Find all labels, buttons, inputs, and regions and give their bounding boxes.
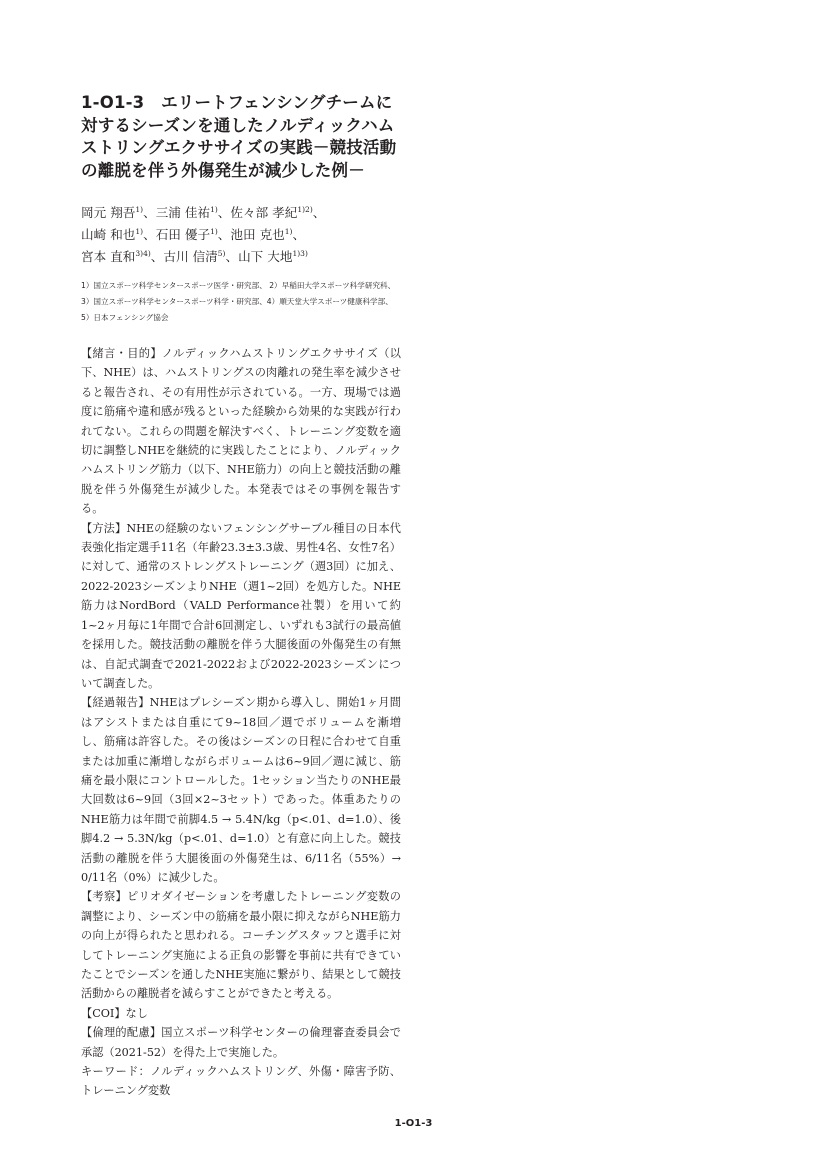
author-affiliation: 1) bbox=[210, 227, 218, 236]
author-affiliation: 1) bbox=[135, 227, 144, 236]
abstract-title: 1-O1-3 エリートフェンシングチームに対するシーズンを通したノルディックハムストリングエクササイズの実践－競技活動の離脱を伴う外傷発生が減少した例－ bbox=[81, 93, 397, 180]
author-affiliation: 1)3) bbox=[292, 249, 308, 258]
section-methods: 【方法】NHEの経験のないフェンシングサーブル種目の日本代表強化指定選手11名（年齢23.3±3.3歳、男性4名、女性7名）に対して、通常のストレングストレーニング（週3回）に加え、2022-2023シーズンよりNHE（週1~2回）を処方した。NHE筋力はNordBord（VALD Performance社製）を用いて約1~2ヶ月毎に1年間で合計6回測定し、いずれも3試行の最高値を採用した。競技活動の離脱を伴う大腿後面の外傷発生の有無は、自記式調査で2021-2022および2022-2023シーズンについて調査した。 bbox=[81, 521, 401, 690]
section-coi: 【COI】なし bbox=[81, 1006, 148, 1020]
section-introduction: 【緒言・目的】ノルディックハムストリングエクササイズ（以下、NHE）は、ハムストリングスの肉離れの発生率を減少させると報告され、その有用性が示されている。一方、現場では過度に筋痛や違和感が残るといった経験から効果的な実践が行われてない。これらの問題を解決すべく、トレーニング変数を適切に調整しNHEを継続的に実践したことにより、ノルディックハムストリング筋力（以下、NHE筋力）の向上と競技活動の離脱を伴う外傷発生が減少した。本発表ではその事例を報告する。 bbox=[81, 347, 401, 516]
author: 岡元 翔吾$^{1)}$、 bbox=[81, 205, 156, 220]
abstract-column bbox=[81, 92, 401, 1101]
author-affiliation: 1) bbox=[284, 227, 293, 236]
author: 山下 大地$^{1)3)}$ bbox=[238, 249, 308, 264]
author: 山崎 和也$^{1)}$、 bbox=[81, 227, 156, 242]
author-affiliation: 1)2) bbox=[297, 205, 313, 214]
author: 三浦 佳祐$^{1)}$、 bbox=[155, 205, 231, 220]
abstract-body bbox=[81, 344, 401, 1101]
author: 宮本 直和$^{3)4)}$、 bbox=[81, 249, 164, 264]
section-ethics: 【倫理的配慮】国立スポーツ科学センターの倫理審査委員会で承認（2021-52）を得た上で実施した。 bbox=[81, 1026, 401, 1059]
author-affiliation: 3)4) bbox=[135, 249, 151, 258]
author: 池田 克也$^{1)}$、 bbox=[230, 227, 306, 242]
author-affiliation: 1) bbox=[210, 205, 218, 214]
author: 佐々部 孝紀$^{1)2)}$、 bbox=[230, 205, 326, 220]
section-discussion: 【考察】ピリオダイゼーションを考慮したトレーニング変数の調整により、シーズン中の筋痛を最小限に抑えながらNHE筋力の向上が得られたと思われる。コーチングスタッフと選手に対してトレーニング実施による正負の影響を事前に共有できていたことでシーズンを通したNHE実施に繋がり、結果として競技活動からの離脱者を減らすことができたと考える。 bbox=[81, 890, 401, 1001]
author-affiliation: 1) bbox=[135, 205, 144, 214]
page-footer-id: 1-O1-3 bbox=[394, 1118, 433, 1129]
section-progress-report: 【経過報告】NHEはプレシーズン期から導入し、開始1ヶ月間はアシストまたは自重にて9~18回／週でボリュームを漸増し、筋痛は許容した。その後はシーズンの日程に合わせて自重または加重に漸増しながらボリュームは6~9回／週に減じ、筋痛を最小限にコントロールした。1セッション当たりのNHE最大回数は6~9回（3回×2~3セット）であった。体重あたりのNHE筋力は年間で前脚4.5 → 5.4N/kg（p<.01、d=1.0）、後脚4.2 → 5.3N/kg（p<.01、d=1.0）と有意に向上した。競技活動の離脱を伴う大腿後面の外傷発生は、6/11名（55%）→ 0/11名（0%）に減少した。 bbox=[81, 696, 401, 884]
author-affiliation: 5) bbox=[217, 249, 226, 258]
affiliations: 1）国立スポーツ科学センタースポーツ医学・研究部、 2）早稲田大学スポーツ科学研究科、3）国立スポーツ科学センタースポーツ科学・研究部、4）順天堂大学スポーツ健康科学部、5）日本フェンシング協会 bbox=[81, 281, 396, 322]
author: 石田 優子$^{1)}$、 bbox=[155, 227, 231, 242]
keywords: キーワード：ノルディックハムストリング、外傷・障害予防、トレーニング変数 bbox=[81, 1065, 401, 1098]
author-list bbox=[81, 202, 401, 268]
author: 古川 信清$^{5)}$、 bbox=[163, 249, 239, 264]
